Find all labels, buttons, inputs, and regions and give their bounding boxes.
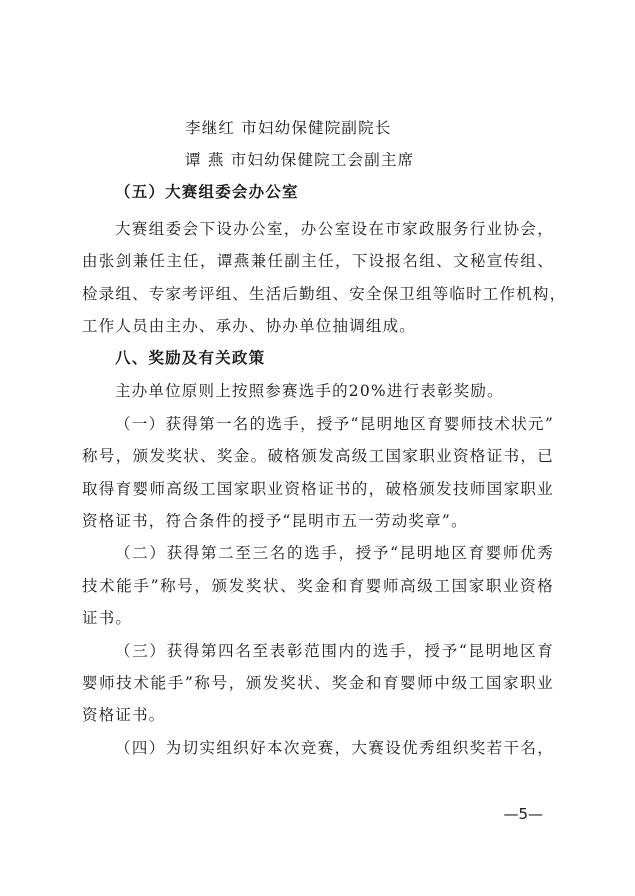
paragraph-line: （三）获得第四名至表彰范围内的选手，授予“昆明地区育 <box>115 642 554 660</box>
paragraph-line: 资格证书，符合条件的授予“昆明市五一劳动奖章”。 <box>82 512 468 530</box>
paragraph-line: （一）获得第一名的选手，授予“昆明地区育婴师技术状元” <box>115 415 554 433</box>
paragraph-line: 资格证书。 <box>82 706 166 724</box>
paragraph-line: 技术能手”称号，颁发奖状、奖金和育婴师高级工国家职业资格 <box>82 577 554 595</box>
paragraph-line: 检录组、专家考评组、生活后勤组、安全保卫组等临时工作机构， <box>82 285 567 303</box>
paragraph-line: 主办单位原则上按照参赛选手的20%进行表彰奖励。 <box>115 382 504 400</box>
paragraph-line: 证书。 <box>82 609 133 627</box>
paragraph-line: （二）获得第二至三名的选手，授予“昆明地区育婴师优秀 <box>115 544 554 562</box>
paragraph-line: 工作人员由主办、承办、协办单位抽调组成。 <box>82 317 417 335</box>
section-heading: （五）大赛组委会办公室 <box>115 183 299 201</box>
paragraph-line: （四）为切实组织好本次竞赛，大赛设优秀组织奖若干名， <box>115 739 554 757</box>
section-heading: 八、奖励及有关政策 <box>115 349 266 367</box>
paragraph-line: 大赛组委会下设办公室，办公室设在市家政服务行业协会， <box>115 220 554 238</box>
committee-member-line: 谭 燕 市妇幼保健院工会副主席 <box>185 151 415 169</box>
page-number: —5— <box>503 805 543 823</box>
committee-member-line: 李继红 市妇幼保健院副院长 <box>185 119 392 137</box>
paragraph-line: 取得育婴师高级工国家职业资格证书的，破格颁发技师国家职业 <box>82 480 554 498</box>
paragraph-line: 婴师技术能手”称号，颁发奖状、奖金和育婴师中级工国家职业 <box>82 674 554 692</box>
paragraph-line: 由张剑兼任主任，谭燕兼任副主任，下设报名组、文秘宣传组、 <box>82 252 554 270</box>
paragraph-line: 称号，颁发奖状、奖金。破格颁发高级工国家职业资格证书，已 <box>82 447 554 465</box>
